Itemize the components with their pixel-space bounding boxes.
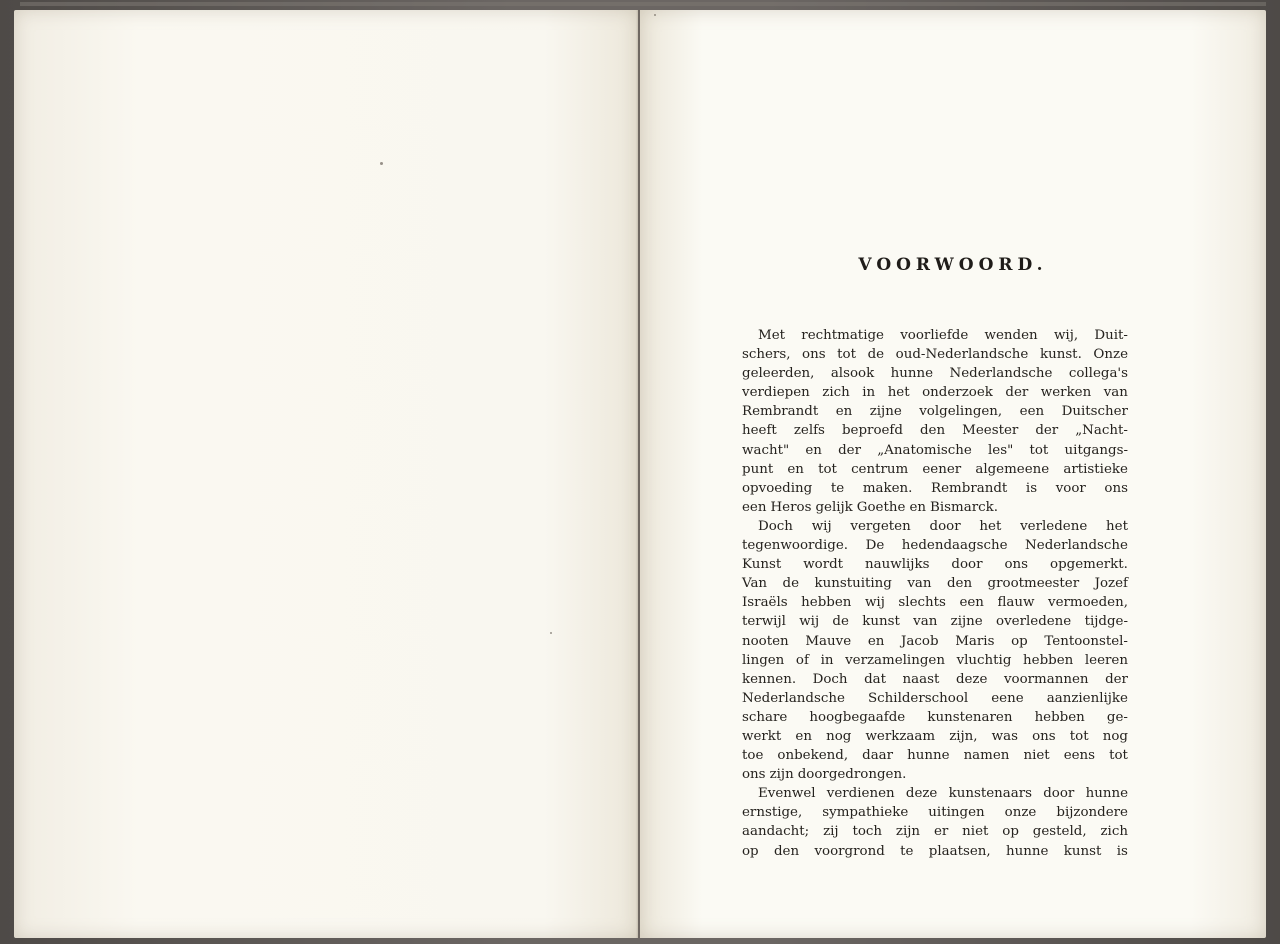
text-line: heeft zelfs beproefd den Meester der „Nacht- xyxy=(742,423,1128,439)
text-line: schare hoogbegaafde kunstenaren hebben ge- xyxy=(742,709,1128,725)
foreword-text xyxy=(742,326,1128,861)
text-line: kennen. Doch dat naast deze voormannen der xyxy=(742,671,1128,687)
text-line: ernstige, sympathieke uitingen onze bijzondere xyxy=(742,805,1128,821)
text-line: Nederlandsche Schilderschool eene aanzienlijke xyxy=(742,690,1128,706)
text-line: Rembrandt en zijne volgelingen, een Duitscher xyxy=(742,404,1128,420)
paper-speck xyxy=(654,14,656,16)
text-line: toe onbekend, daar hunne namen niet eens tot xyxy=(742,748,1128,764)
text-line: nooten Mauve en Jacob Maris op Tentoonstel- xyxy=(742,633,1128,649)
text-line: ons zijn doorgedrongen. xyxy=(742,767,907,783)
text-line: wacht" en der „Anatomische les" tot uitgangs- xyxy=(742,442,1128,458)
text-line: geleerden, alsook hunne Nederlandsche collega's xyxy=(742,366,1128,382)
text-line: werkt en nog werkzaam zijn, was ons tot nog xyxy=(742,728,1128,744)
paper-speck xyxy=(380,162,383,165)
text-line: schers, ons tot de oud-Nederlandsche kunst. Onze xyxy=(742,347,1128,363)
left-page-blank xyxy=(14,10,638,938)
scanner-edge xyxy=(20,2,1266,6)
text-line: aandacht; zij toch zijn er niet op gesteld, zich xyxy=(742,824,1128,840)
paper-speck xyxy=(550,632,552,634)
text-line: Kunst wordt nauwlijks door ons opgemerkt. xyxy=(742,557,1128,573)
text-line: punt en tot centrum eener algemeene artistieke xyxy=(742,461,1128,477)
text-line: opvoeding te maken. Rembrandt is voor ons xyxy=(742,480,1128,496)
text-line: Israëls hebben wij slechts een flauw vermoeden, xyxy=(742,595,1128,611)
text-line: Met rechtmatige voorliefde wenden wij, Duit- xyxy=(758,328,1128,343)
text-line: lingen of in verzamelingen vluchtig hebben leeren xyxy=(742,652,1128,668)
text-line: Doch wij vergeten door het verledene het xyxy=(758,518,1128,534)
text-line: terwijl wij de kunst van zijne overledene tijdge- xyxy=(742,614,1128,630)
text-line: Evenwel verdienen deze kunstenaars door hunne xyxy=(758,786,1128,802)
text-line: verdiepen zich in het onderzoek der werken van xyxy=(742,385,1128,401)
page-heading: VOORWOORD. xyxy=(858,255,1048,275)
text-line: tegenwoordige. De hedendaagsche Nederlandsche xyxy=(742,538,1128,554)
text-line: op den voorgrond te plaatsen, hunne kunst is xyxy=(742,843,1128,859)
text-line: een Heros gelijk Goethe en Bismarck. xyxy=(742,499,998,515)
text-line: Van de kunstuiting van den grootmeester Jozef xyxy=(742,576,1128,592)
